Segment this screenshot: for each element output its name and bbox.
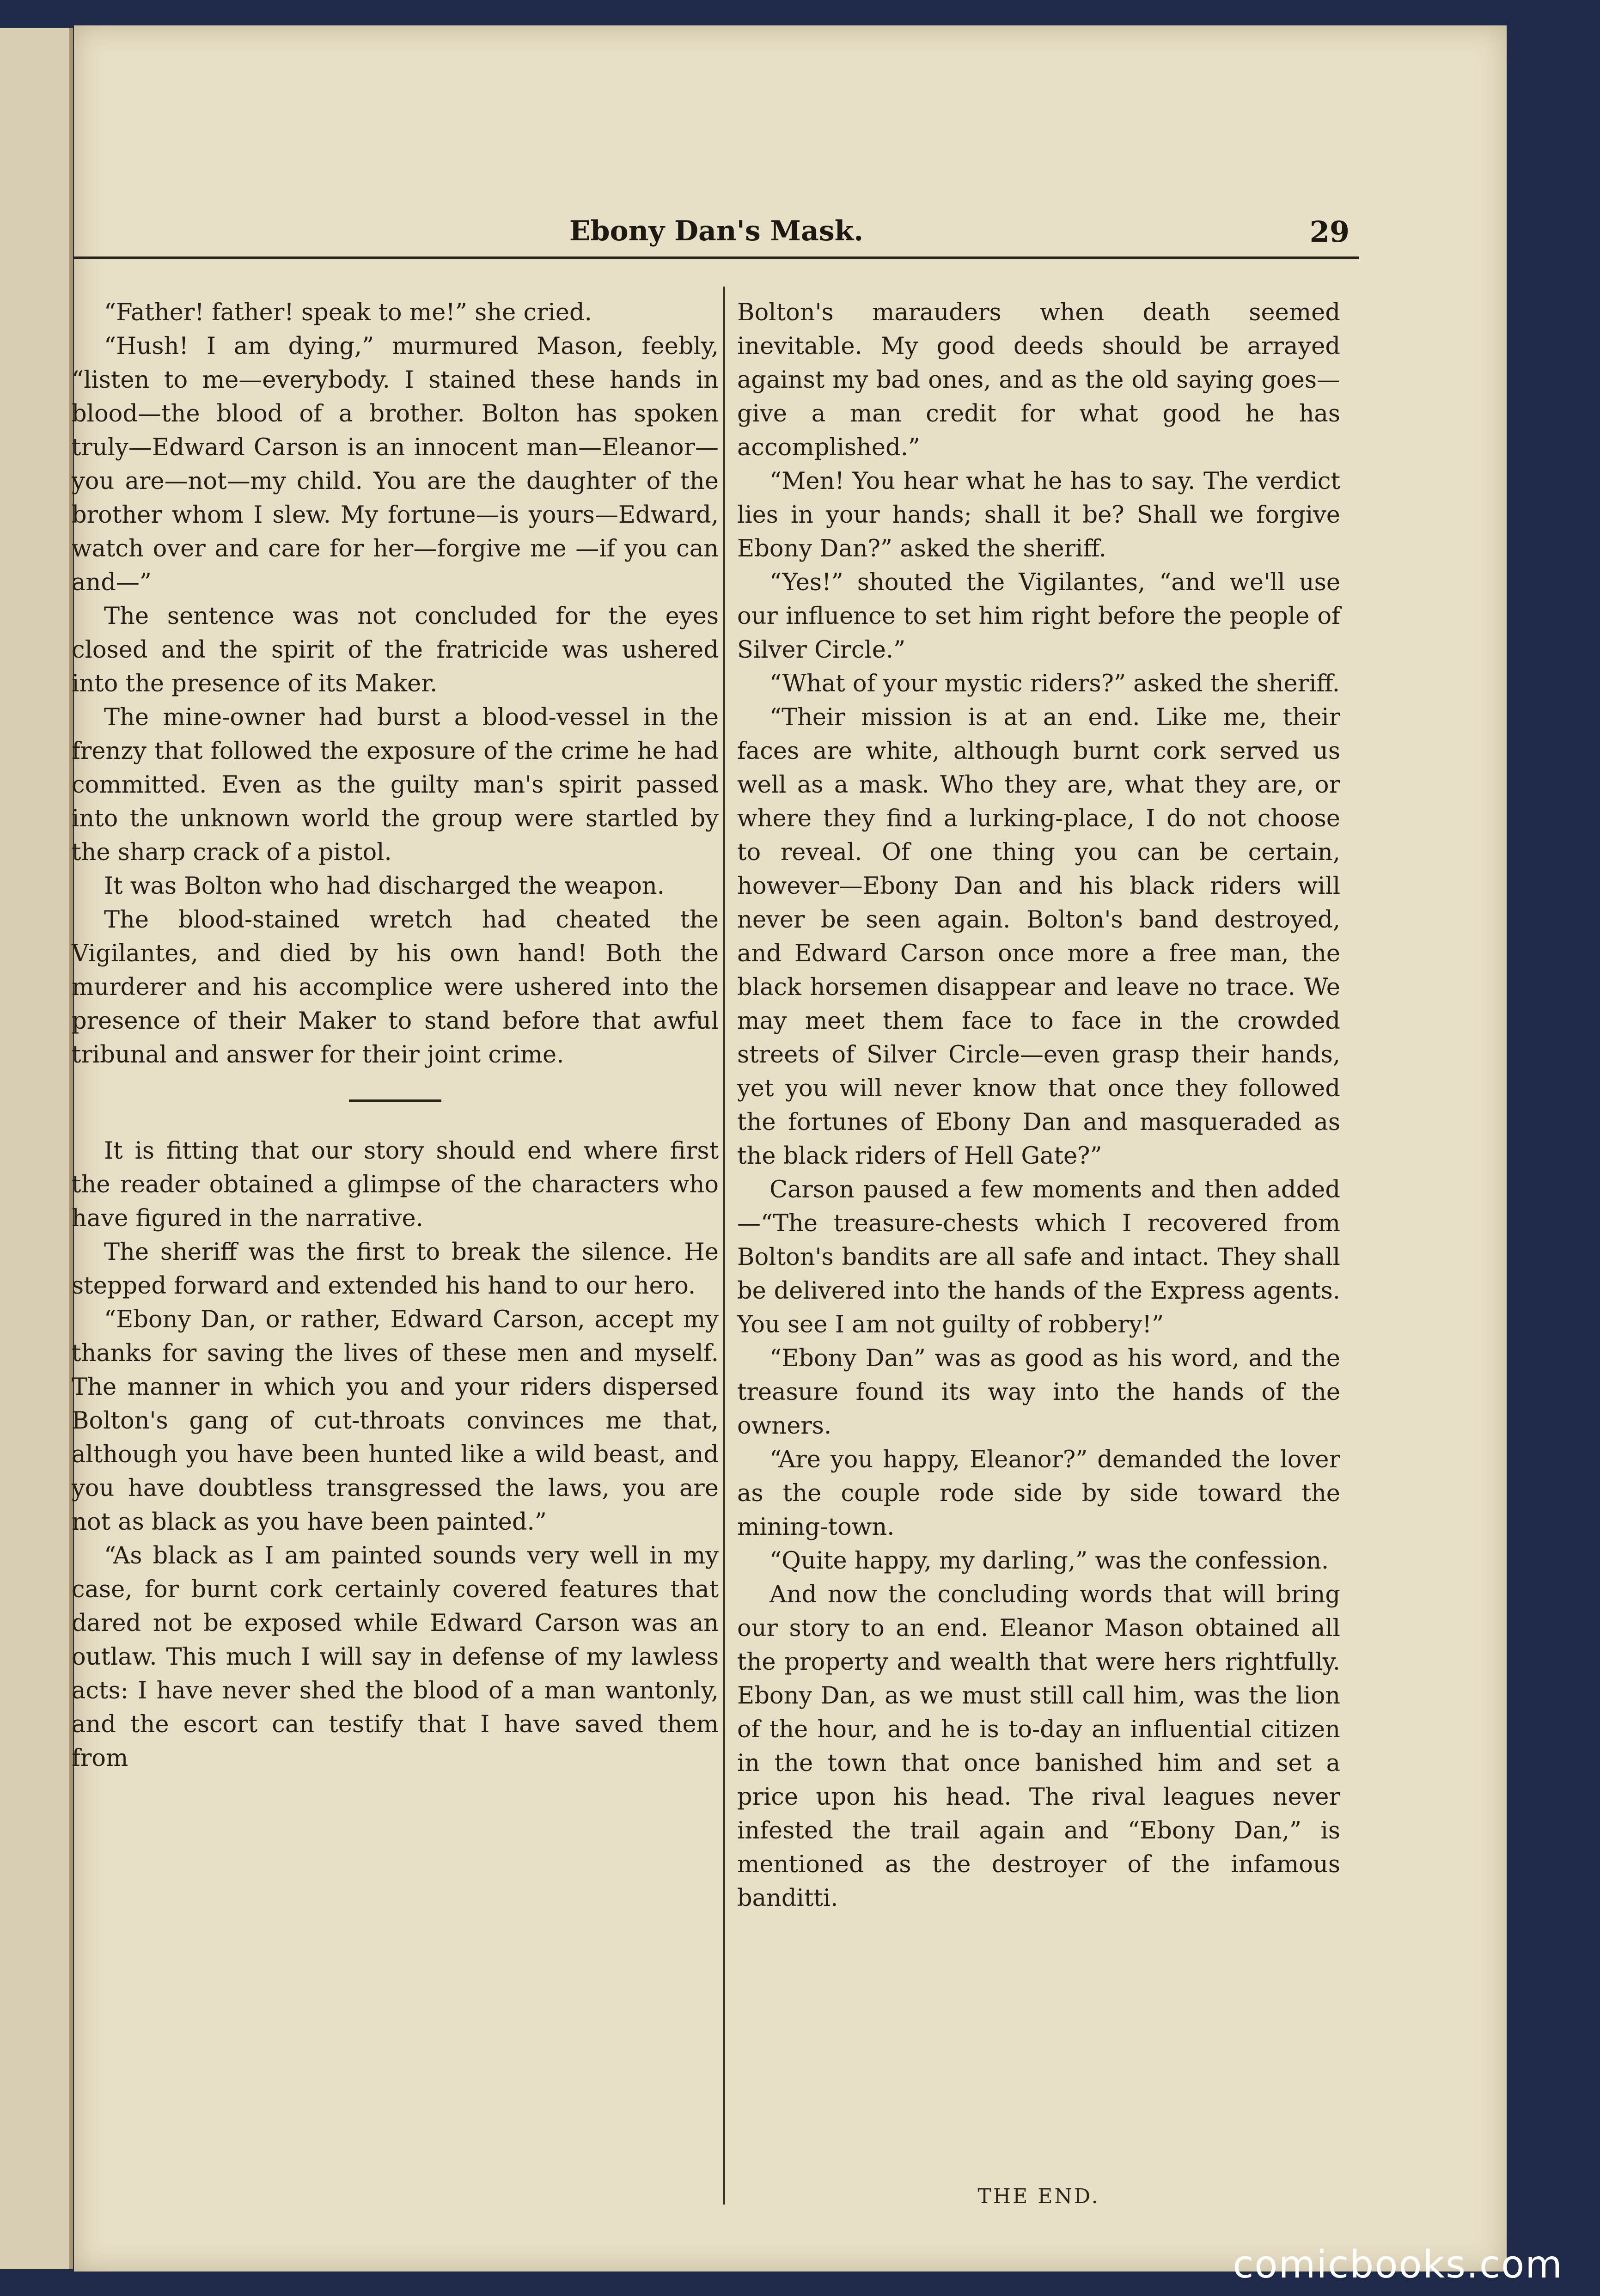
paragraph: “Father! father! speak to me!” she cried. [104, 299, 592, 326]
paragraph: “Hush! I am dying,” murmured Mason, feebly, “listen to me—everybody. I stained these hands in blood—the blood of a brother. Bolton has spoken truly—Edward Carson is an innocent man—Eleanor—you are—not—my child. You are the daughter of the brother whom I slew. My fortune—is yours—Edward, watch over and care for her—forgive me —if you can and—” [72, 333, 719, 596]
running-header [74, 206, 1359, 259]
paragraph: “Quite happy, my darling,” was the confession. [769, 1547, 1329, 1575]
paragraph: And now the concluding words that will bring our story to an end. Eleanor Mason obtained all the property and wealth that were hers rightfully. Ebony Dan, as we must still call him, was the lion of the hour, and he is to-day an influential citizen in the town that once banished him and set a price upon his head. The rival leagues never infested the trail again and “Ebony Dan,” is mentioned as the destroyer of the infamous banditti. [737, 1581, 1340, 1912]
paragraph: The mine-owner had burst a blood-vessel in the frenzy that followed the exposure of the crime he had committed. Even as the guilty man's spirit passed into the unknown world the group were startled by the sharp crack of a pistol. [72, 704, 719, 866]
paragraph: The sentence was not concluded for the eyes closed and the spirit of the fratricide was ushered into the presence of its Maker. [72, 603, 719, 697]
paragraph: “As black as I am painted sounds very well in my case, for burnt cork certainly covered features that dared not be exposed while Edward Carson was an outlaw. This much I will say in defense of my lawless acts: I have never shed the blood of a man wantonly, and the escort can testify that I have saved them from [72, 1542, 719, 1772]
header-title: Ebony Dan's Mask. [569, 215, 864, 247]
paragraph: The sheriff was the first to break the silence. He stepped forward and extended his hand to our hero. [72, 1239, 719, 1300]
right-column [737, 296, 1340, 1915]
paragraph: It was Bolton who had discharged the weapon. [104, 873, 665, 900]
paragraph: “Are you happy, Eleanor?” demanded the lover as the couple rode side by side toward the mining-town. [737, 1446, 1340, 1541]
previous-page-edge [0, 28, 73, 2269]
paragraph: “What of your mystic riders?” asked the sheriff. [769, 670, 1340, 697]
paragraph: “Men! You hear what he has to say. The verdict lies in your hands; shall it be? Shall we forgive Ebony Dan?” asked the sheriff. [737, 468, 1340, 562]
paragraph: “Ebony Dan” was as good as his word, and the treasure found its way into the hands of the owners. [737, 1345, 1340, 1440]
paragraph: “Their mission is at an end. Like me, their faces are white, although burnt cork served us well as a mask. Who they are, what they are, or where they find a lurking-place, I do not choose to reveal. Of one thing you can be certain, however—Ebony Dan and his black riders will never be seen again. Bolton's band destroyed, and Edward Carson once more a free man, the black horsemen disappear and leave no trace. We may meet them face to face in the crowded streets of Silver Circle—even grasp their hands, yet you will never know that once they followed the fortunes of Ebony Dan and masqueraded as the black riders of Hell Gate?” [737, 704, 1340, 1170]
paragraph: “Ebony Dan, or rather, Edward Carson, accept my thanks for saving the lives of these men and myself. The manner in which you and your riders dispersed Bolton's gang of cut-throats convinces me that, although you have been hunted like a wild beast, and you have doubtless transgressed the laws, you are not as black as you have been painted.” [72, 1306, 719, 1536]
watermark: comicbooks.com [1233, 2243, 1563, 2287]
left-column [72, 296, 719, 1775]
paragraph: Carson paused a few moments and then added—“The treasure-chests which I recovered from Bolton's bandits are all safe and intact. They shall be delivered into the hands of the Express agents. You see I am not guilty of robbery!” [737, 1176, 1340, 1338]
page-number: 29 [1309, 215, 1350, 249]
paragraph: The blood-stained wretch had cheated the Vigilantes, and died by his own hand! Both the murderer and his accomplice were ushered into the presence of their Maker to stand before that awful tribunal and answer for their joint crime. [72, 906, 719, 1069]
column-rule [723, 287, 725, 2204]
paragraph: “Yes!” shouted the Vigilantes, “and we'll use our influence to set him right before the people of Silver Circle.” [737, 569, 1340, 664]
paragraph: It is fitting that our story should end where first the reader obtained a glimpse of the characters who have figured in the narrative. [72, 1137, 719, 1232]
paragraph-continuation: Bolton's marauders when death seemed inevitable. My good deeds should be arrayed against my bad ones, and as the old saying goes—give a man credit for what good he has accomplished.” [737, 299, 1340, 461]
section-divider [349, 1099, 441, 1102]
the-end-label: THE END. [977, 2185, 1100, 2208]
